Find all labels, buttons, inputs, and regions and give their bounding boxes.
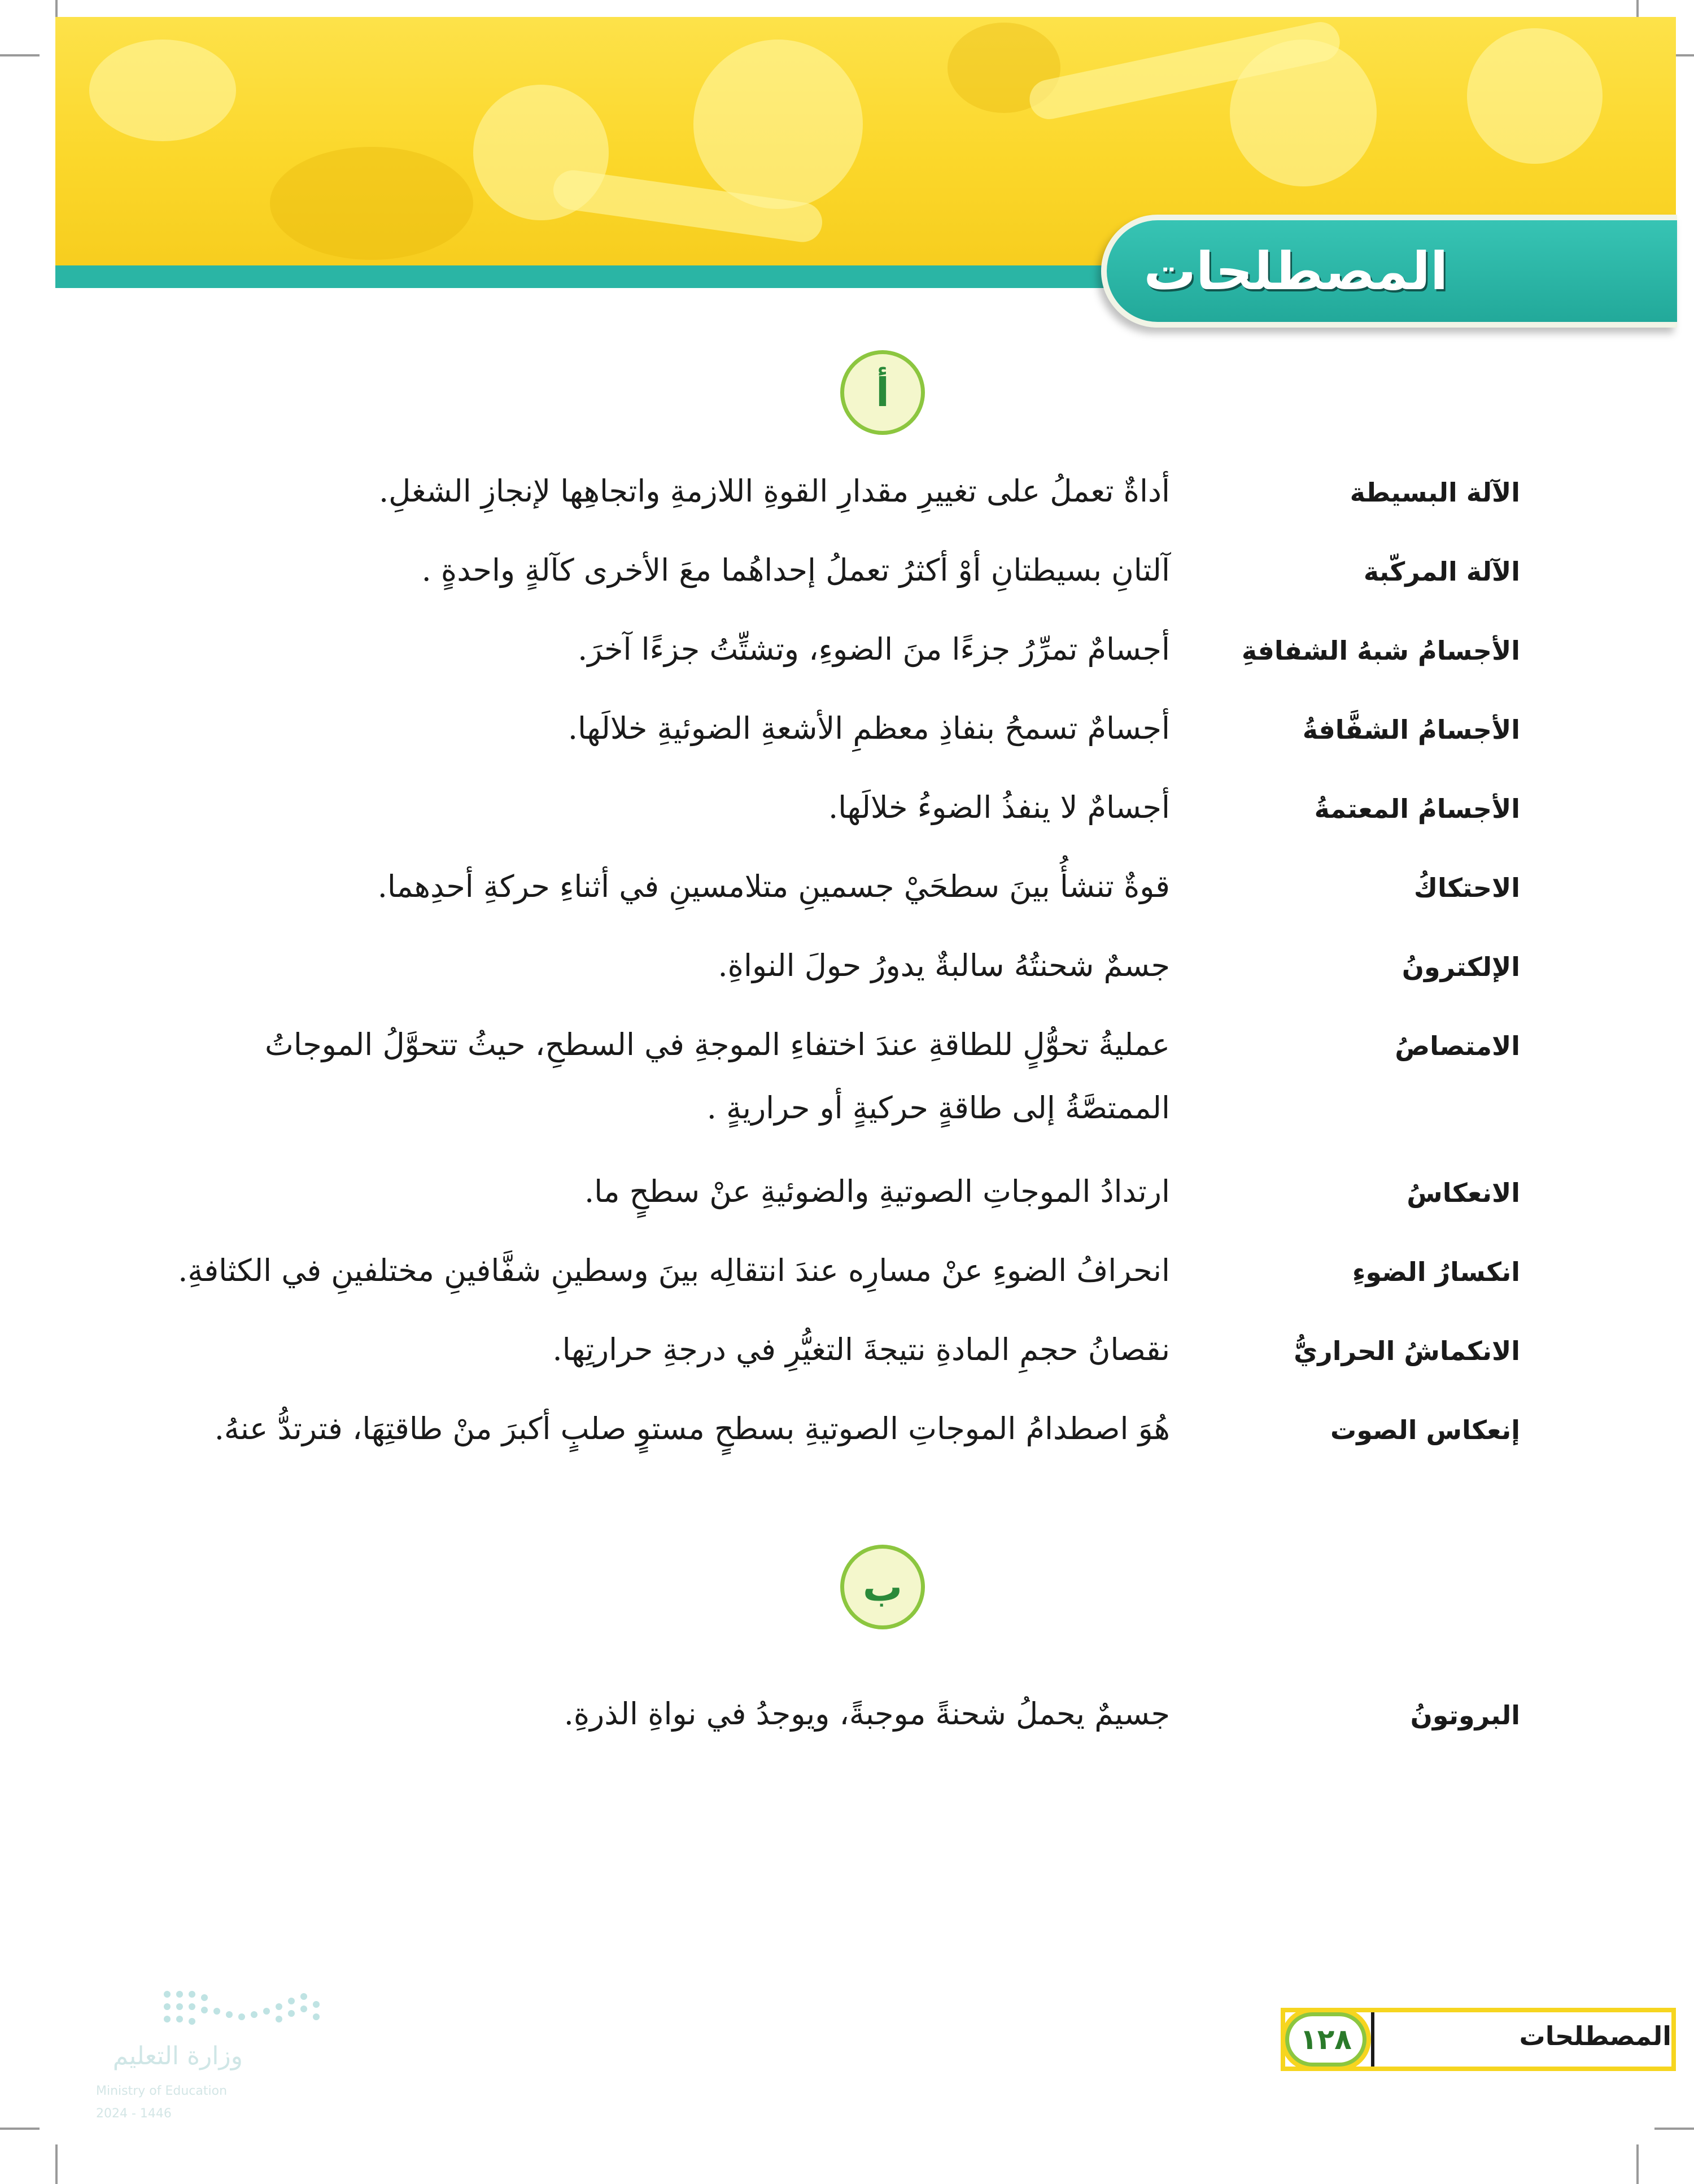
glossary-definition: أجسامٌ تسمحُ بنفاذِ معظمِ الأشعةِ الضوئيةِ خلالَها. [567, 710, 1170, 746]
page-number: ١٢٨ [1289, 2016, 1363, 2063]
crop-mark [55, 2144, 58, 2184]
glossary-definition: أجسامٌ لا ينفذُ الضوءُ خلالَها. [828, 790, 1170, 825]
glossary-term: الانكماشُ الحراريُّ [1294, 1336, 1520, 1366]
glossary-term: الأجسامُ المعتمةُ [1314, 794, 1520, 824]
glossary-definition-continued: الممتصَّةُ إلى طاقةٍ حركيةٍ أو حراريةٍ . [706, 1090, 1170, 1126]
glossary-definition: هُوَ اصطدامُ الموجاتِ الصوتيةِ بسطحٍ مستوٍ صلبٍ أكبرَ منْ طاقتِهَا، فترتدُّ عنهُ. [214, 1411, 1170, 1446]
glossary-definition: عمليةُ تحوُّلٍ للطاقةِ عندَ اختفاءِ الموجةِ في السطحِ، حيثُ تتحوَّلُ الموجاتُ [265, 1027, 1170, 1062]
glossary-definition: قوةٌ تنشأُ بينَ سطحَيْ جسمينِ متلامسينِ في أثناءِ حركةِ أحدِهما. [377, 869, 1170, 904]
glossary-term: الإلكترونُ [1402, 952, 1520, 982]
glossary-term: الأجسامُ شبهُ الشفافةِ [1241, 635, 1520, 666]
section-letter-ba [840, 1545, 925, 1629]
glossary-definition: نقصانُ حجمِ المادةِ نتيجةَ التغيُّرِ في درجةِ حرارتِها. [552, 1332, 1170, 1367]
banner-decoration [693, 40, 863, 209]
crop-mark [1636, 2144, 1639, 2184]
glossary-term: إنعكاس الصوت [1330, 1415, 1520, 1445]
glossary-term: الامتصاصُ [1395, 1031, 1520, 1061]
page-number-badge [1281, 2008, 1371, 2071]
glossary-definition: جسمٌ شحنتُهُ سالبةٌ يدورُ حولَ النواةِ. [718, 948, 1170, 983]
section-letter: أ [876, 369, 889, 416]
crop-mark [1654, 2128, 1694, 2130]
section-letter-alef [840, 350, 925, 435]
glossary-term: الاحتكاكُ [1413, 873, 1520, 903]
banner-decoration [89, 40, 236, 141]
glossary-definition: انحرافُ الضوءِ عنْ مسارِه عندَ انتقالِه بينَ وسطينِ شفَّافينِ مختلفينِ في الكثافةِ. [178, 1253, 1170, 1288]
page-title: المصطلحات [1143, 241, 1448, 302]
glossary-term: انكسارُ الضوءِ [1352, 1257, 1520, 1287]
section-letter: ب [862, 1564, 903, 1610]
glossary-term: الآلة البسيطة [1350, 477, 1520, 508]
ministry-name-ar: وزارة التعليم [112, 2042, 243, 2070]
footer-divider [1371, 2012, 1374, 2067]
banner-decoration [1467, 28, 1603, 164]
banner-decoration [270, 147, 473, 260]
footer-label: المصطلحات [1519, 2021, 1671, 2051]
glossary-definition: ارتدادُ الموجاتِ الصوتيةِ والضوئيةِ عنْ سطحٍ ما. [584, 1174, 1170, 1209]
ministry-year: 2024 - 1446 [96, 2107, 172, 2121]
glossary-definition: أداةٌ تعملُ على تغييرِ مقدارِ القوةِ اللازمةِ واتجاهِها لإنجازِ الشغلِ. [378, 473, 1170, 509]
glossary-term: الآلة المركّبة [1363, 556, 1520, 587]
glossary-term: الأجسامُ الشفَّافةُ [1302, 714, 1520, 745]
glossary-definition: آلتانِ بسيطتانِ أوْ أكثرُ تعملُ إحداهُما معَ الأخرى كآلةٍ واحدةٍ . [421, 552, 1170, 588]
page-title-tab [1101, 215, 1677, 328]
crop-mark [0, 54, 40, 56]
glossary-definition: أجسامٌ تمرِّرُ جزءًا منَ الضوءِ، وتشتِّتُ جزءًا آخرَ. [578, 631, 1170, 667]
glossary-term: البروتونُ [1410, 1700, 1520, 1730]
ministry-name-en: Ministry of Education [96, 2084, 228, 2098]
crop-mark [0, 2128, 40, 2130]
glossary-term: الانعكاسُ [1407, 1178, 1520, 1208]
glossary-definition: جسيمٌ يحملُ شحنةً موجبةً، ويوجدُ في نواةِ الذرةِ. [564, 1696, 1170, 1732]
